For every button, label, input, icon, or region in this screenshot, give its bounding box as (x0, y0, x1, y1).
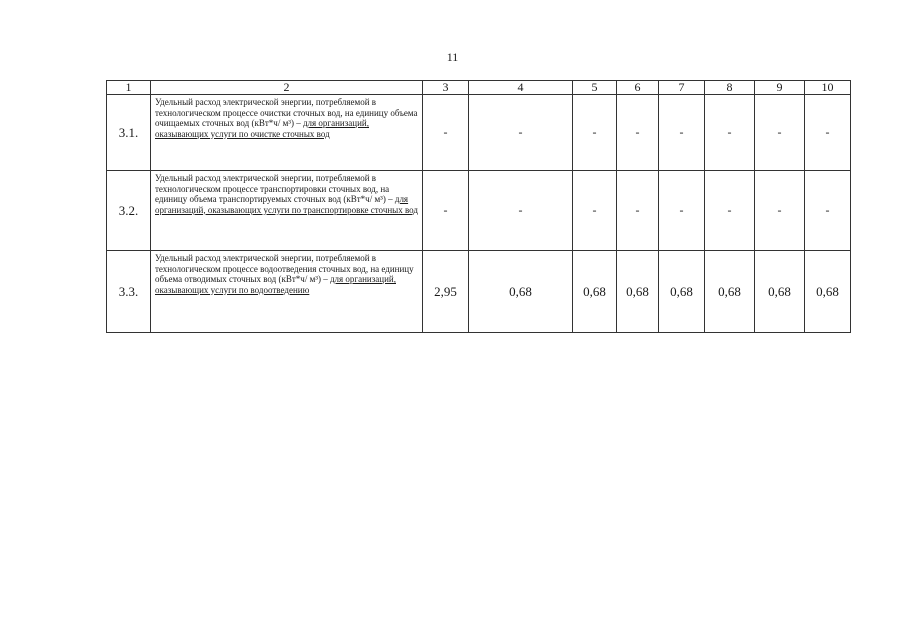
value-cell: - (423, 95, 469, 171)
header-row (107, 81, 851, 95)
description-underlined-text: для организаций, оказывающих услуги по очистке сточных вод (155, 118, 369, 139)
value-cell: - (469, 171, 573, 251)
value-cell: - (617, 95, 659, 171)
value-cell: 2,95 (423, 251, 469, 333)
description-text: Удельный расход электрической энергии, потребляемой в технологическом процессе очистки сточных вод, на единицу объема очищаемых сточных вод (кВт*ч/ м³) – (155, 97, 418, 128)
header-cell: 10 (805, 81, 851, 95)
value-cell: - (755, 171, 805, 251)
value-cell: - (423, 171, 469, 251)
value-cell: 0,68 (573, 251, 617, 333)
table-row (107, 171, 851, 251)
value-cell: 0,68 (659, 251, 705, 333)
header-cell: 5 (573, 81, 617, 95)
header-cell: 8 (705, 81, 755, 95)
value-cell: - (617, 171, 659, 251)
page-number: 11 (446, 50, 459, 64)
value-cell: 0,68 (469, 251, 573, 333)
header-cell: 4 (469, 81, 573, 95)
value-cell: 0,68 (805, 251, 851, 333)
value-cell: - (705, 171, 755, 251)
description-underlined-text: для организаций, оказывающих услуги по водоотведению (155, 274, 396, 295)
description-underlined-text: для организаций, оказывающих услуги по транспортировке сточных вод (155, 194, 418, 215)
table-row (107, 251, 851, 333)
header-cell: 1 (107, 81, 151, 95)
value-cell: - (659, 95, 705, 171)
value-cell: - (805, 171, 851, 251)
header-cell: 6 (617, 81, 659, 95)
header-cell: 3 (423, 81, 469, 95)
value-cell: - (705, 95, 755, 171)
value-cell: - (469, 95, 573, 171)
row-number: 3.1. (107, 95, 151, 171)
row-number: 3.3. (107, 251, 151, 333)
value-cell: - (755, 95, 805, 171)
value-cell: - (805, 95, 851, 171)
header-cell: 2 (151, 81, 423, 95)
table-row (107, 95, 851, 171)
data-table (106, 80, 851, 333)
description-text: Удельный расход электрической энергии, потребляемой в технологическом процессе транспортировки сточных вод, на единицу объема транспортируемых сточных вод (кВт*ч/ м³) – (155, 173, 395, 204)
value-cell: 0,68 (705, 251, 755, 333)
row-description (151, 251, 423, 333)
row-number: 3.2. (107, 171, 151, 251)
value-cell: 0,68 (617, 251, 659, 333)
value-cell: 0,68 (755, 251, 805, 333)
row-description (151, 171, 423, 251)
value-cell: - (573, 95, 617, 171)
row-description (151, 95, 423, 171)
value-cell: - (573, 171, 617, 251)
header-cell: 7 (659, 81, 705, 95)
value-cell: - (659, 171, 705, 251)
description-text: Удельный расход электрической энергии, потребляемой в технологическом процессе водоотведения сточных вод, на единицу объема отводимых сточных вод (кВт*ч/ м³) – (155, 253, 414, 284)
header-cell: 9 (755, 81, 805, 95)
